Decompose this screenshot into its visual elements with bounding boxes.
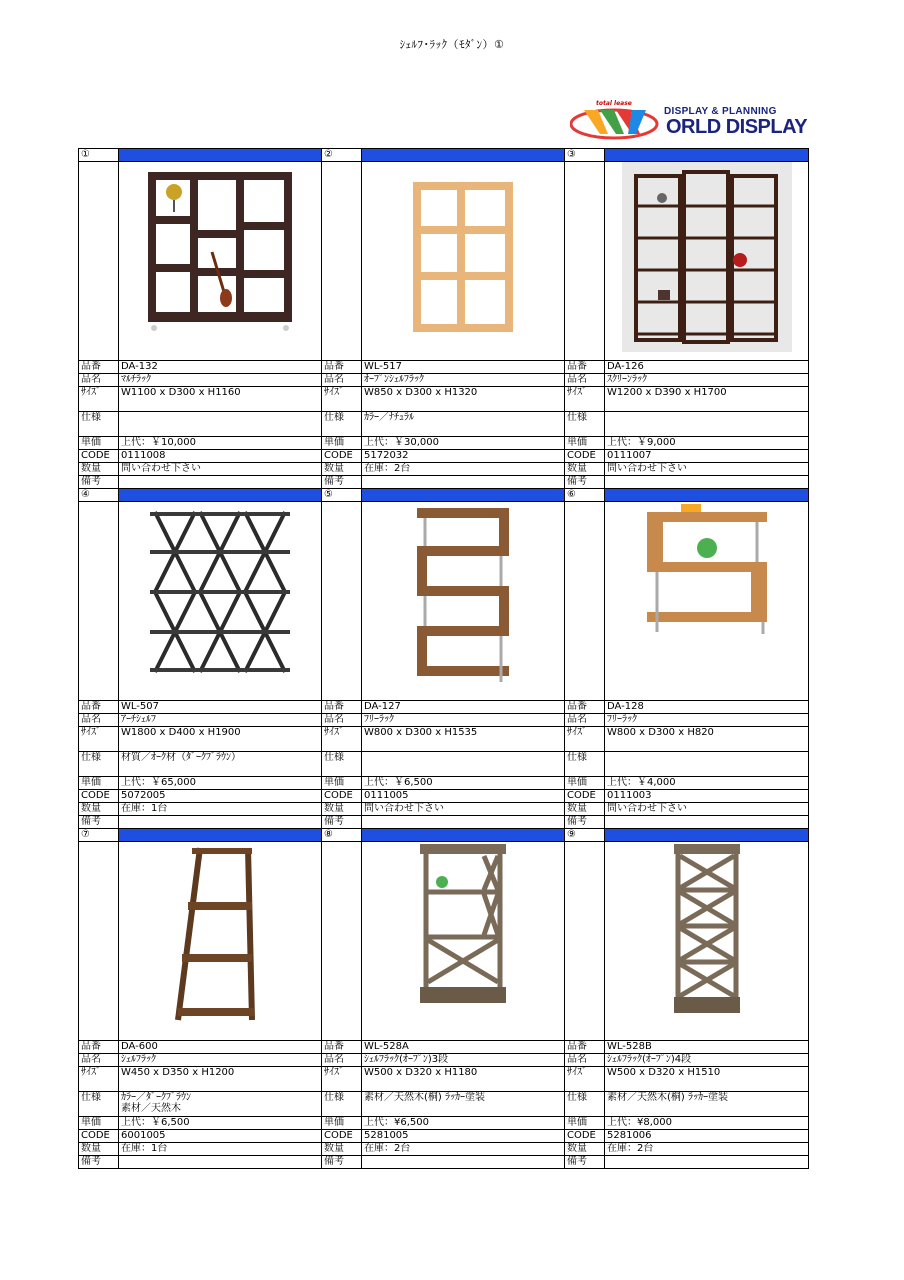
spec-cell — [119, 412, 322, 437]
size-value: W850 x D300 x H1320 — [364, 387, 478, 398]
qty-value: 問い合わせ下さい — [121, 463, 201, 474]
size-cell — [362, 387, 565, 412]
code-cell — [362, 361, 565, 374]
qty-cell — [605, 803, 809, 816]
spec-value: 材質／ｵｰｸ材（ﾀﾞｰｸﾌﾞﾗｳﾝ） — [121, 752, 241, 763]
code-label: 品番 — [322, 701, 362, 714]
code-cell — [605, 361, 809, 374]
code-label: 品番 — [79, 361, 119, 374]
size-label: ｻｲｽﾞ — [79, 727, 119, 752]
size-cell — [362, 727, 565, 752]
name-cell — [605, 374, 809, 387]
open-shelf-icon — [364, 162, 562, 342]
code2-cell — [362, 1130, 565, 1143]
code-cell — [119, 361, 322, 374]
price-cell — [362, 777, 565, 790]
spec-label: 仕様 — [79, 1092, 119, 1117]
size-cell — [119, 387, 322, 412]
spec-label: 仕様 — [565, 752, 605, 777]
product-image — [605, 842, 809, 1041]
code2-value: 5281005 — [364, 1130, 409, 1141]
product-image — [605, 502, 809, 701]
size-cell — [605, 727, 809, 752]
code2-value: 0111005 — [364, 790, 409, 801]
product-number: ⑨ — [565, 829, 605, 842]
code2-cell — [605, 1130, 809, 1143]
name-cell — [119, 374, 322, 387]
spec-label: 仕様 — [322, 412, 362, 437]
image-label-cell — [79, 842, 119, 1041]
code2-label: CODE — [322, 790, 362, 803]
name-cell — [605, 1054, 809, 1067]
price-label: 単価 — [322, 437, 362, 450]
header-bar — [362, 489, 565, 502]
price-label: 単価 — [565, 777, 605, 790]
spec-label: 仕様 — [322, 752, 362, 777]
spec-cell — [605, 1092, 809, 1117]
code-value: WL-517 — [364, 361, 402, 372]
note-label: 備考 — [565, 816, 605, 829]
header-bar — [119, 489, 322, 502]
code2-cell — [119, 450, 322, 463]
name-value: ﾌﾘｰﾗｯｸ — [607, 714, 637, 725]
cross-shelf-3-icon — [364, 842, 562, 1007]
name-value: ｼｪﾙﾌﾗｯｸ(ｵｰﾌﾟﾝ)4段 — [607, 1054, 692, 1065]
code2-label: CODE — [322, 1130, 362, 1143]
size-label: ｻｲｽﾞ — [322, 727, 362, 752]
code-cell — [362, 1041, 565, 1054]
arch-shelf-icon — [121, 502, 319, 682]
page-title: ｼｪﾙﾌ･ﾗｯｸ（ﾓﾀﾞﾝ）① — [399, 38, 505, 51]
spec-cell — [362, 1092, 565, 1117]
logo-name: ORLD DISPLAY — [666, 116, 808, 138]
image-label-cell — [322, 162, 362, 361]
name-value: ﾏﾙﾁﾗｯｸ — [121, 374, 151, 385]
product-number: ⑤ — [322, 489, 362, 502]
code2-value: 0111003 — [607, 790, 652, 801]
image-label-cell — [79, 162, 119, 361]
header-bar — [605, 489, 809, 502]
code2-cell — [119, 790, 322, 803]
size-label: ｻｲｽﾞ — [79, 387, 119, 412]
code-label: 品番 — [565, 361, 605, 374]
size-value: W800 x D300 x H820 — [607, 727, 714, 738]
name-cell — [362, 714, 565, 727]
price-value: 上代：￥30,000 — [364, 437, 439, 448]
product-number: ④ — [79, 489, 119, 502]
code2-cell — [362, 790, 565, 803]
qty-cell — [605, 1143, 809, 1156]
world-display-logo — [570, 100, 810, 142]
qty-label: 数量 — [322, 463, 362, 476]
qty-value: 問い合わせ下さい — [607, 803, 687, 814]
product-sheet — [78, 148, 809, 1169]
name-cell — [605, 714, 809, 727]
price-value: 上代：￥6,500 — [121, 1117, 190, 1128]
note-cell — [605, 1156, 809, 1169]
cross-shelf-4-icon — [607, 842, 806, 1017]
price-value: 上代：￥10,000 — [121, 437, 196, 448]
name-cell — [119, 1054, 322, 1067]
code-value: DA-128 — [607, 701, 644, 712]
w-logo-icon — [570, 104, 662, 140]
code2-value: 0111008 — [121, 450, 166, 461]
size-label: ｻｲｽﾞ — [565, 387, 605, 412]
note-cell — [362, 816, 565, 829]
code2-cell — [605, 450, 809, 463]
size-label: ｻｲｽﾞ — [322, 1067, 362, 1092]
free-rack-tall-icon — [364, 502, 562, 687]
note-label: 備考 — [322, 476, 362, 489]
product-number: ⑧ — [322, 829, 362, 842]
code2-label: CODE — [79, 450, 119, 463]
qty-cell — [362, 1143, 565, 1156]
spec-value: ｶﾗｰ／ﾅﾁｭﾗﾙ — [364, 412, 414, 423]
name-label: 品名 — [322, 714, 362, 727]
free-rack-low-icon — [607, 502, 806, 642]
spec-label: 仕様 — [322, 1092, 362, 1117]
qty-label: 数量 — [322, 1143, 362, 1156]
header-bar — [362, 829, 565, 842]
price-value: 上代：￥9,000 — [607, 437, 676, 448]
product-image — [362, 502, 565, 701]
qty-cell — [362, 463, 565, 476]
name-cell — [362, 374, 565, 387]
size-value: W1200 x D390 x H1700 — [607, 387, 727, 398]
name-value: ｵｰﾌﾟﾝｼｪﾙﾌﾗｯｸ — [364, 374, 424, 385]
code-label: 品番 — [79, 701, 119, 714]
code2-value: 0111007 — [607, 450, 652, 461]
price-cell — [605, 1117, 809, 1130]
code-label: 品番 — [322, 361, 362, 374]
price-label: 単価 — [565, 437, 605, 450]
code2-cell — [362, 450, 565, 463]
size-cell — [119, 1067, 322, 1092]
spec-cell — [119, 752, 322, 777]
product-image — [605, 162, 809, 361]
qty-value: 問い合わせ下さい — [607, 463, 687, 474]
spec-value: 素材／天然木(桐) ﾗｯｶｰ塗装 — [364, 1092, 485, 1103]
code-value: DA-126 — [607, 361, 644, 372]
spec-value: ｶﾗｰ／ﾀﾞｰｸﾌﾞﾗｳﾝ — [121, 1092, 191, 1103]
price-cell — [362, 437, 565, 450]
price-value: 上代：￥65,000 — [121, 777, 196, 788]
size-label: ｻｲｽﾞ — [565, 727, 605, 752]
size-cell — [605, 1067, 809, 1092]
name-value: ｼｪﾙﾌﾗｯｸ — [121, 1054, 156, 1065]
price-cell — [119, 777, 322, 790]
price-label: 単価 — [565, 1117, 605, 1130]
note-cell — [605, 816, 809, 829]
price-cell — [605, 437, 809, 450]
header-bar — [605, 829, 809, 842]
name-cell — [362, 1054, 565, 1067]
code-label: 品番 — [322, 1041, 362, 1054]
code2-label: CODE — [565, 450, 605, 463]
price-value: 上代：¥8,000 — [607, 1117, 672, 1128]
logo-tagline: DISPLAY & PLANNING — [664, 106, 777, 117]
logo-small-text: total lease — [596, 100, 632, 107]
qty-value: 在庫：1台 — [121, 1143, 168, 1154]
note-label: 備考 — [565, 476, 605, 489]
spec-cell — [119, 1092, 322, 1117]
qty-cell — [362, 803, 565, 816]
code2-label: CODE — [79, 1130, 119, 1143]
size-value: W500 x D320 x H1180 — [364, 1067, 478, 1078]
header-bar — [605, 149, 809, 162]
spec-label: 仕様 — [565, 1092, 605, 1117]
price-value: 上代：￥6,500 — [364, 777, 433, 788]
qty-value: 在庫：2台 — [364, 463, 411, 474]
note-cell — [362, 476, 565, 489]
price-label: 単価 — [79, 1117, 119, 1130]
image-label-cell — [79, 502, 119, 701]
price-cell — [119, 437, 322, 450]
qty-cell — [119, 1143, 322, 1156]
price-value: 上代：¥6,500 — [364, 1117, 429, 1128]
product-image — [362, 162, 565, 361]
note-cell — [605, 476, 809, 489]
header-bar — [362, 149, 565, 162]
qty-label: 数量 — [322, 803, 362, 816]
spec-value: 素材／天然木(桐) ﾗｯｶｰ塗装 — [607, 1092, 728, 1103]
qty-value: 問い合わせ下さい — [364, 803, 444, 814]
size-label: ｻｲｽﾞ — [79, 1067, 119, 1092]
code2-value: 6001005 — [121, 1130, 166, 1141]
code2-label: CODE — [565, 1130, 605, 1143]
qty-label: 数量 — [79, 803, 119, 816]
name-label: 品名 — [322, 374, 362, 387]
code2-cell — [119, 1130, 322, 1143]
code2-label: CODE — [565, 790, 605, 803]
price-cell — [119, 1117, 322, 1130]
spec-cell — [605, 752, 809, 777]
note-label: 備考 — [322, 816, 362, 829]
product-number: ① — [79, 149, 119, 162]
code-label: 品番 — [565, 1041, 605, 1054]
image-label-cell — [565, 842, 605, 1041]
name-value: ｽｸﾘｰﾝﾗｯｸ — [607, 374, 647, 385]
spec-cell — [605, 412, 809, 437]
price-cell — [362, 1117, 565, 1130]
spec-label: 仕様 — [79, 412, 119, 437]
name-label: 品名 — [565, 374, 605, 387]
code2-label: CODE — [79, 790, 119, 803]
product-image — [119, 162, 322, 361]
qty-label: 数量 — [565, 1143, 605, 1156]
code-cell — [605, 1041, 809, 1054]
product-image — [119, 502, 322, 701]
size-value: W1100 x D300 x H1160 — [121, 387, 241, 398]
multi-rack-icon — [121, 162, 319, 342]
name-label: 品名 — [565, 1054, 605, 1067]
name-label: 品名 — [79, 374, 119, 387]
size-label: ｻｲｽﾞ — [322, 387, 362, 412]
size-label: ｻｲｽﾞ — [565, 1067, 605, 1092]
image-label-cell — [565, 162, 605, 361]
size-cell — [119, 727, 322, 752]
price-label: 単価 — [79, 777, 119, 790]
image-label-cell — [322, 502, 362, 701]
price-value: 上代：￥4,000 — [607, 777, 676, 788]
code-cell — [119, 1041, 322, 1054]
product-image — [119, 842, 322, 1041]
image-label-cell — [565, 502, 605, 701]
qty-cell — [119, 463, 322, 476]
price-label: 単価 — [79, 437, 119, 450]
note-cell — [119, 816, 322, 829]
name-value: ﾌﾘｰﾗｯｸ — [364, 714, 394, 725]
code-label: 品番 — [565, 701, 605, 714]
code2-value: 5072005 — [121, 790, 166, 801]
code-cell — [119, 701, 322, 714]
code-cell — [362, 701, 565, 714]
code-value: WL-507 — [121, 701, 159, 712]
spec-label: 仕様 — [565, 412, 605, 437]
code-label: 品番 — [79, 1041, 119, 1054]
code-cell — [605, 701, 809, 714]
name-cell — [119, 714, 322, 727]
note-cell — [362, 1156, 565, 1169]
size-value: W500 x D320 x H1510 — [607, 1067, 721, 1078]
size-cell — [362, 1067, 565, 1092]
product-number: ② — [322, 149, 362, 162]
code-value: WL-528A — [364, 1041, 409, 1052]
qty-cell — [119, 803, 322, 816]
note-label: 備考 — [79, 1156, 119, 1169]
note-cell — [119, 476, 322, 489]
product-number: ⑦ — [79, 829, 119, 842]
name-value: ｱｰﾁｼｪﾙﾌ — [121, 714, 156, 725]
code2-label: CODE — [322, 450, 362, 463]
product-image — [362, 842, 565, 1041]
name-label: 品名 — [565, 714, 605, 727]
name-value: ｼｪﾙﾌﾗｯｸ(ｵｰﾌﾟﾝ)3段 — [364, 1054, 449, 1065]
qty-cell — [605, 463, 809, 476]
header-bar — [119, 149, 322, 162]
size-cell — [605, 387, 809, 412]
ladder-shelf-icon — [121, 842, 319, 1027]
note-cell — [119, 1156, 322, 1169]
qty-value: 在庫：1台 — [121, 803, 168, 814]
code2-value: 5281006 — [607, 1130, 652, 1141]
size-value: W1800 x D400 x H1900 — [121, 727, 241, 738]
qty-label: 数量 — [565, 803, 605, 816]
code-value: DA-132 — [121, 361, 158, 372]
code-value: WL-528B — [607, 1041, 652, 1052]
qty-value: 在庫：2台 — [364, 1143, 411, 1154]
spec2-value: 素材／天然木 — [121, 1103, 181, 1114]
spec-cell — [362, 412, 565, 437]
note-label: 備考 — [79, 816, 119, 829]
name-label: 品名 — [322, 1054, 362, 1067]
product-number: ③ — [565, 149, 605, 162]
name-label: 品名 — [79, 1054, 119, 1067]
product-number: ⑥ — [565, 489, 605, 502]
note-label: 備考 — [322, 1156, 362, 1169]
image-label-cell — [322, 842, 362, 1041]
name-label: 品名 — [79, 714, 119, 727]
note-label: 備考 — [79, 476, 119, 489]
note-label: 備考 — [565, 1156, 605, 1169]
qty-value: 在庫：2台 — [607, 1143, 654, 1154]
spec-cell — [362, 752, 565, 777]
code-value: DA-127 — [364, 701, 401, 712]
price-label: 単価 — [322, 777, 362, 790]
code2-cell — [605, 790, 809, 803]
qty-label: 数量 — [565, 463, 605, 476]
code-value: DA-600 — [121, 1041, 158, 1052]
qty-label: 数量 — [79, 463, 119, 476]
screen-rack-icon — [607, 162, 806, 352]
price-cell — [605, 777, 809, 790]
qty-label: 数量 — [79, 1143, 119, 1156]
size-value: W800 x D300 x H1535 — [364, 727, 478, 738]
price-label: 単価 — [322, 1117, 362, 1130]
header-bar — [119, 829, 322, 842]
spec-label: 仕様 — [79, 752, 119, 777]
size-value: W450 x D350 x H1200 — [121, 1067, 235, 1078]
code2-value: 5172032 — [364, 450, 409, 461]
